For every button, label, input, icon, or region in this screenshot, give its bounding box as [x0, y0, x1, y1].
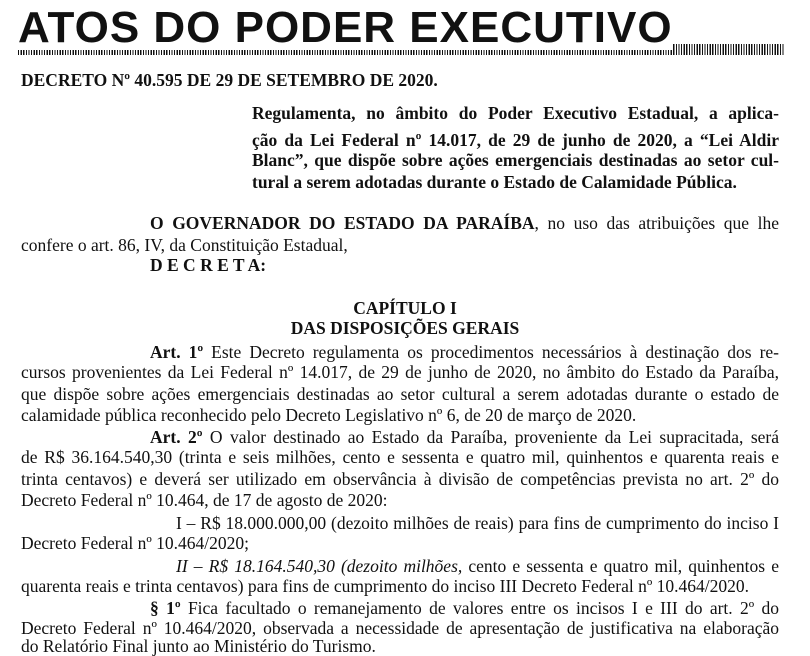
paragraph1-label: § 1º	[150, 598, 181, 618]
art2-label: Art. 2º	[150, 427, 203, 447]
preamble-line-2: confere o art. 86, IV, da Constituição Estadual,	[21, 235, 348, 255]
decree-summary-line-4: tural a serem adotadas durante o Estado de Calamidade Pública.	[252, 172, 737, 192]
decreta-heading: D E C R E T A:	[150, 255, 267, 275]
art2-line-3: trinta centavos) e deverá ser utilizado em observância à divisão de competências prevista no art. 2º do	[21, 469, 779, 489]
decree-summary-line-3: Blanc”, que dispõe sobre ações emergenciais destinadas ao setor cul-	[252, 150, 779, 170]
art1-line-3: que dispõe sobre ações emergenciais destinadas ao setor cultural a serem adotadas durante o estado de	[21, 384, 779, 404]
decree-title: DECRETO Nº 40.595 DE 29 DE SETEMBRO DE 2020.	[21, 70, 438, 90]
inciso2-italic-prefix: II – R$ 18.164.540,30 (dezoito milhões,	[176, 556, 463, 576]
preamble-line-1: O GOVERNADOR DO ESTADO DA PARAÍBA, no uso das atribuições que lhe	[150, 213, 780, 233]
paragraph1-line-3: do Relatório Final junto ao Ministério do Turismo.	[21, 636, 376, 656]
art2-line-4: Decreto Federal nº 10.464, de 17 de agosto de 2020:	[21, 490, 388, 510]
art1-line-2: cursos provenientes da Lei Federal nº 14.017, de 29 de junho de 2020, no âmbito do Estado da Paraíba,	[21, 362, 779, 382]
chapter-number: CAPÍTULO I	[353, 298, 457, 318]
decree-summary-line-1: Regulamenta, no âmbito do Poder Executivo Estadual, a aplica-	[252, 103, 779, 123]
section-title: ATOS DO PODER EXECUTIVO	[18, 3, 673, 52]
chapter-title: DAS DISPOSIÇÕES GERAIS	[290, 318, 520, 338]
decree-summary-line-2: ção da Lei Federal nº 14.017, de 29 de junho de 2020, a “Lei Aldir	[252, 130, 779, 150]
art2-line-1: Art. 2º O valor destinado ao Estado da Paraíba, proveniente da Lei supracitada, será	[150, 427, 779, 447]
art1-line-4: calamidade pública reconhecido pelo Decreto Legislativo nº 6, de 20 de março de 2020.	[21, 405, 637, 425]
governor-heading: O GOVERNADOR DO ESTADO DA PARAÍBA	[150, 213, 535, 233]
inciso2-line-1: II – R$ 18.164.540,30 (dezoito milhões, cento e sessenta e quatro mil, quinhentos e	[176, 556, 779, 576]
inciso2-line-2: quarenta reais e trinta centavos) para fins de cumprimento do inciso III Decreto Federal nº 10.464/2020.	[21, 576, 750, 596]
paragraph1-line-1: § 1º Fica facultado o remanejamento de valores entre os incisos I e III do art. 2º do	[150, 598, 779, 618]
inciso1-line-2: Decreto Federal nº 10.464/2020;	[21, 533, 250, 553]
art1-line-1: Art. 1º Este Decreto regulamenta os procedimentos necessários à destinação dos re-	[150, 342, 779, 362]
art2-line-2: de R$ 36.164.540,30 (trinta e seis milhões, cento e sessenta e quatro mil, quinhentos e quarenta reais e	[21, 447, 779, 467]
section-header	[18, 3, 784, 52]
art1-label: Art. 1º	[150, 342, 204, 362]
inciso1-line-1: I – R$ 18.000.000,00 (dezoito milhões de reais) para fins de cumprimento do inciso I	[176, 513, 779, 533]
paragraph1-line-2: Decreto Federal nº 10.464/2020, observada a necessidade de apresentação de justificativa na elaboração	[21, 618, 779, 638]
